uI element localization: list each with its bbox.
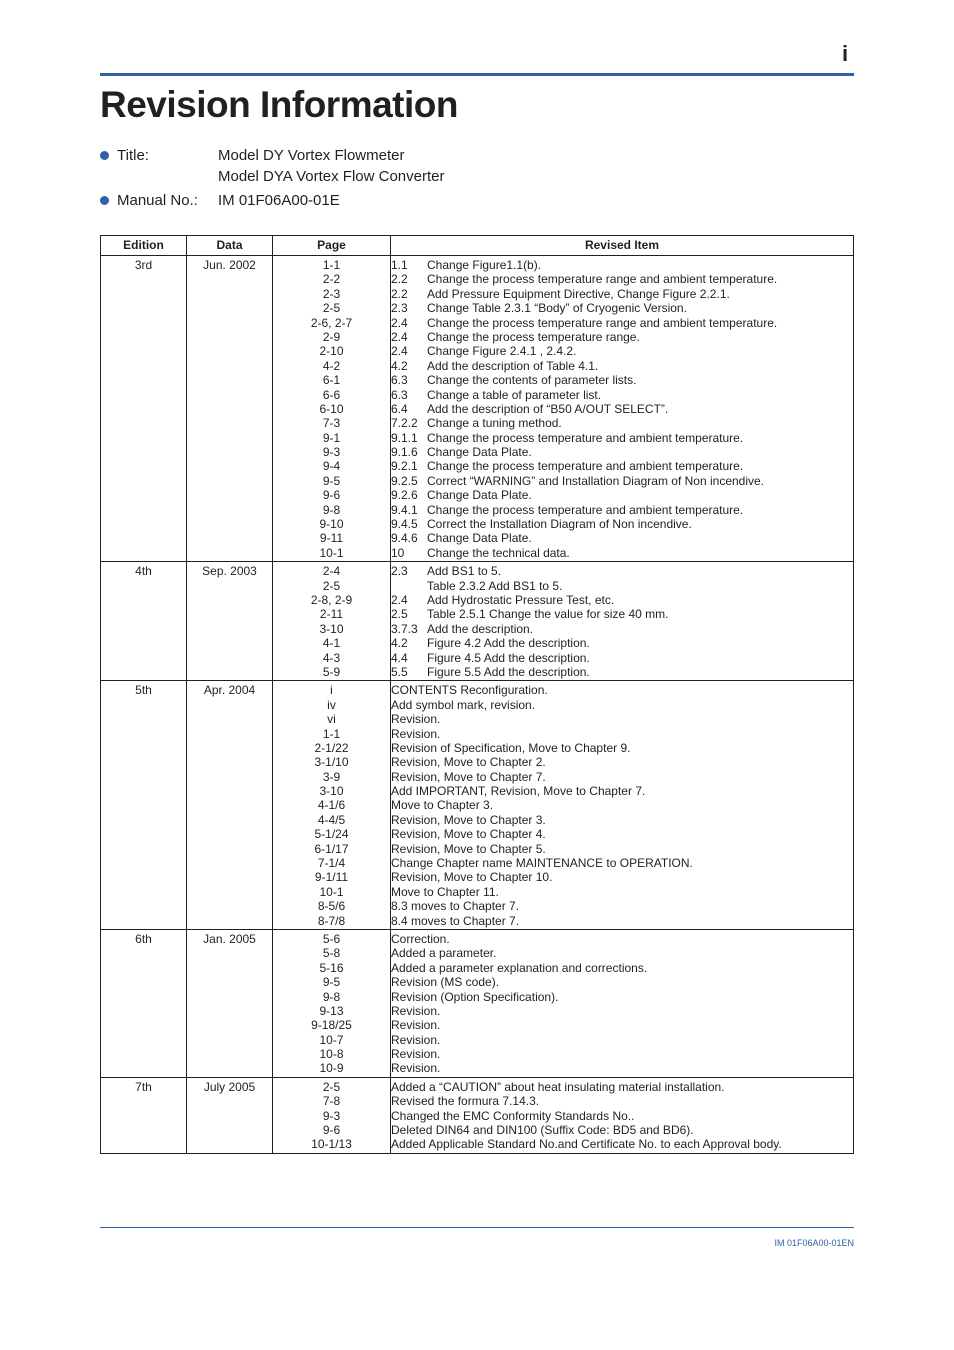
date-cell [187,1077,273,1153]
revised-item: Revision, Move to Chapter 7. [391,769,546,784]
revised-item [391,665,853,679]
page-ref: 7-3 [322,416,341,431]
revised-item: Correction. [391,931,450,946]
date-value: Jan. 2005 [203,931,256,946]
page-ref: 2-8, 2-9 [310,592,353,607]
table-row [101,562,854,681]
revision-text: Change Data Plate. [427,445,532,460]
section-number: 6.4 [391,401,408,416]
page-ref: 10-8 [319,1047,344,1062]
date-cell [187,681,273,930]
section-number: 2.3 [391,564,408,579]
revised-item: Changed the EMC Conformity Standards No.. [391,1108,635,1123]
revised-item: Revision of Specification, Move to Chapter 9. [391,740,631,755]
revision-text: Change Figure1.1(b). [427,258,542,272]
revised-item [391,431,853,445]
section-number: 4.4 [391,650,408,665]
revised-item [391,373,853,387]
revision-text: Change the process temperature range and ambient temperature. [427,315,778,330]
edition-cell [101,562,187,681]
revision-text: Correct “WARNING” and Installation Diagram of Non incendive. [427,473,765,488]
revision-text: Change a tuning method. [427,416,562,431]
revised-item [391,344,853,358]
section-number: 9.4.1 [391,502,418,517]
revised-item [391,622,853,636]
revision-text: Add the description. [427,621,534,636]
revision-text: Change a table of parameter list. [427,387,602,402]
revised-item [391,517,853,531]
revised-item [391,531,853,545]
section-number: 2.3 [391,301,408,316]
revision-text: Add Pressure Equipment Directive, Change Figure 2.2.1. [427,286,730,301]
page-ref: vi [327,712,336,727]
page-ref: 2-10 [319,344,344,359]
revised-item [391,359,853,373]
revision-text: Figure 4.2 Add the description. [427,636,590,651]
page-ref: 6-1 [322,373,341,388]
revised-item-cell [391,681,854,930]
title-value-line2: Model DYA Vortex Flow Converter [218,168,445,185]
revised-item [391,416,853,430]
revision-text: Change the technical data. [427,545,570,560]
table-row [101,1077,854,1153]
date-value: Apr. 2004 [203,683,256,698]
header-rule [100,73,854,76]
revised-item [391,564,853,578]
revised-item [391,474,853,488]
bullet-icon [100,196,109,205]
page-ref: 9-3 [322,1108,341,1123]
revised-item: Move to Chapter 3. [391,798,494,813]
edition-value: 5th [135,683,152,698]
revision-text: Table 2.3.2 Add BS1 to 5. [427,578,563,593]
page-ref: 10-7 [319,1032,344,1047]
page-ref: 9-1 [322,430,341,445]
revised-item: Added a parameter. [391,946,497,961]
section-number: 9.1.1 [391,430,418,445]
manual-label: Manual No.: [117,192,198,209]
revised-item [391,388,853,402]
section-number: 9.2.1 [391,459,418,474]
page-ref: 7-1/4 [317,856,346,871]
revised-item [391,445,853,459]
section-number: 1.1 [391,258,408,272]
page-ref: 3-10 [319,621,344,636]
section-number: 2.4 [391,329,408,344]
table-header-row [101,236,854,256]
revised-item [391,330,853,344]
section-number: 6.3 [391,373,408,388]
revised-item [391,402,853,416]
page-ref: 5-1/24 [314,827,349,842]
revised-item-cell [391,256,854,562]
header-data: Data [187,236,273,256]
section-number: 9.2.6 [391,488,418,503]
edition-value: 7th [135,1079,152,1094]
page-ref: 2-11 [319,607,344,622]
page-ref: 9-5 [322,975,341,990]
edition-value: 4th [135,564,152,579]
page-ref: 6-1/17 [314,841,349,856]
footer-rule [100,1227,854,1228]
revision-text: Change the process temperature and ambient temperature. [427,430,744,445]
edition-cell [101,929,187,1077]
page-ref: 5-6 [322,931,341,946]
revised-item [391,593,853,607]
manual-row [100,190,444,211]
revised-item: Revision. [391,1003,441,1018]
date-value: Sep. 2003 [202,564,257,579]
revised-item: Add IMPORTANT, Revision, Move to Chapter 7. [391,784,646,799]
section-number: 3.7.3 [391,621,418,636]
revised-item [391,579,853,593]
page-ref: 10-1 [319,545,344,560]
page-ref: 8-7/8 [317,913,346,928]
section-number: 7.2.2 [391,416,418,431]
page-ref: 6-10 [319,401,344,416]
header-page: Page [273,236,391,256]
revised-item [391,503,853,517]
section-number: 2.4 [391,315,408,330]
revision-table [100,235,854,1154]
revision-text: Add the description of “B50 A/OUT SELECT”. [427,401,669,416]
revised-item-cell [391,562,854,681]
revision-text: Change the process temperature range. [427,329,640,344]
revised-item: Deleted DIN64 and DIN100 (Suffix Code: BD5 and BD6). [391,1123,694,1138]
page-cell [273,681,391,930]
title-value-line1: Model DY Vortex Flowmeter [218,147,405,164]
page-ref: 6-6 [322,387,341,402]
edition-cell [101,256,187,562]
section-number: 9.4.5 [391,517,418,532]
page-cell [273,256,391,562]
page-ref: 4-3 [322,650,341,665]
table-row [101,929,854,1077]
revised-item [391,272,853,286]
page-ref: iv [327,697,336,712]
revised-item [391,316,853,330]
revised-item [391,546,853,560]
revised-item: 8.4 moves to Chapter 7. [391,913,520,928]
revised-item: Move to Chapter 11. [391,884,499,899]
section-number: 4.2 [391,636,408,651]
revision-text: Table 2.5.1 Change the value for size 40 mm. [427,607,669,622]
page-ref: 9-6 [322,488,341,503]
page-ref: 2-4 [322,564,341,579]
date-cell [187,562,273,681]
page-ref: 5-9 [322,664,341,679]
document-info [100,145,444,211]
page-ref: 5-8 [322,946,341,961]
revision-text: Change Figure 2.4.1 , 2.4.2. [427,344,577,359]
revision-text: Change the contents of parameter lists. [427,373,637,388]
revision-text: Add Hydrostatic Pressure Test, etc. [427,592,615,607]
revised-item [391,636,853,650]
page-ref: 9-8 [322,989,341,1004]
page-ref: 1-1 [322,258,341,272]
revision-text: Change Data Plate. [427,531,532,546]
revised-item [391,607,853,621]
table-row [101,256,854,562]
date-cell [187,256,273,562]
page-ref: 2-5 [322,301,341,316]
revision-text: Figure 4.5 Add the description. [427,650,590,665]
section-number: 9.2.5 [391,473,418,488]
page-ref: 3-1/10 [314,755,349,770]
page-ref: 9-13 [319,1003,344,1018]
page-ref: 5-16 [319,960,344,975]
section-number: 2.5 [391,607,408,622]
revised-item: Revision. [391,1047,441,1062]
page-ref: 2-2 [322,272,341,287]
revision-text: Add BS1 to 5. [427,564,502,579]
page-cell [273,562,391,681]
section-number: 6.3 [391,387,408,402]
revised-item: Revision (Option Specification). [391,989,559,1004]
section-number: 2.2 [391,286,408,301]
page-ref: 1-1 [322,726,341,741]
revised-item: Revision, Move to Chapter 5. [391,841,546,856]
page-ref: 9-1/11 [314,870,349,885]
page-ref: 9-8 [322,502,341,517]
page-title: Revision Information [100,84,458,125]
revised-item: Revision, Move to Chapter 4. [391,827,546,842]
revised-item: Revision. [391,1018,441,1033]
revised-item [391,488,853,502]
revised-item-cell [391,1077,854,1153]
bullet-icon [100,151,109,160]
revised-item: Revision, Move to Chapter 3. [391,812,546,827]
revision-text: Figure 5.5 Add the description. [427,664,590,679]
manual-value: IM 01F06A00-01E [218,192,340,209]
page-ref: 3-9 [322,769,341,784]
title-label: Title: [117,147,149,164]
revised-item: Change Chapter name MAINTENANCE to OPERATION. [391,856,693,871]
revised-item [391,459,853,473]
table-row [101,681,854,930]
revised-item: Added a parameter explanation and corrections. [391,960,648,975]
section-number: 5.5 [391,664,408,679]
page-ref: 2-5 [322,1079,341,1094]
page-ref: 9-11 [319,531,344,546]
revised-item: Revision. [391,726,441,741]
page-ref: 2-5 [322,578,341,593]
page-ref: 2-6, 2-7 [310,315,353,330]
page-ref: 8-5/6 [317,899,346,914]
page-ref: 4-4/5 [317,812,346,827]
page-ref: 2-9 [322,329,341,344]
page-ref: 4-2 [322,358,341,373]
page-ref: 4-1/6 [317,798,346,813]
page-ref: 4-1 [322,636,341,651]
revision-text: Change Data Plate. [427,488,532,503]
header-edition: Edition [101,236,187,256]
page-cell [273,929,391,1077]
page-ref: 7-8 [322,1094,341,1109]
section-number: 2.2 [391,272,408,287]
page-ref: 9-4 [322,459,341,474]
section-number: 2.4 [391,344,408,359]
revised-item: Revision (MS code). [391,975,500,990]
footer-manual-number: IM 01F06A00-01EN [774,1238,854,1248]
table-body [101,256,854,1154]
page-cell [273,1077,391,1153]
revised-item [391,651,853,665]
revision-text: Correct the Installation Diagram of Non incendive. [427,517,692,532]
edition-cell [101,681,187,930]
page-ref: 10-1 [319,884,344,899]
revised-item-cell [391,929,854,1077]
revision-text: Change the process temperature range and ambient temperature. [427,272,778,287]
page-ref: 10-9 [319,1061,344,1076]
page-ref: 9-5 [322,473,341,488]
edition-value: 3rd [134,258,153,272]
section-number: 4.2 [391,358,408,373]
page-ref: 2-3 [322,286,341,301]
revision-text: Change the process temperature and ambient temperature. [427,502,744,517]
revised-item: Revised the formura 7.14.3. [391,1094,540,1109]
page-ref: i [330,683,333,698]
page-ref: 9-10 [319,517,344,532]
page-number: i [842,41,849,66]
edition-cell [101,1077,187,1153]
revised-item: CONTENTS Reconfiguration. [391,683,548,698]
revised-item: Add symbol mark, revision. [391,697,536,712]
section-number: 9.4.6 [391,531,418,546]
title-row [100,145,444,166]
revised-item: 8.3 moves to Chapter 7. [391,899,520,914]
page-ref: 9-6 [322,1123,341,1138]
page-ref: 9-18/25 [311,1018,352,1033]
revised-item: Revision, Move to Chapter 10. [391,870,553,885]
revised-item: Added Applicable Standard No.and Certificate No. to each Approval body. [391,1137,782,1152]
date-value: July 2005 [203,1079,256,1094]
section-number: 9.1.6 [391,445,418,460]
title-row-continued [100,166,444,187]
revision-text: Add the description of Table 4.1. [427,358,599,373]
page-ref: 10-1/13 [311,1137,352,1152]
revised-item [391,301,853,315]
revision-text: Change Table 2.3.1 “Body” of Cryogenic Version. [427,301,687,316]
revised-item [391,287,853,301]
revised-item: Revision. [391,1032,441,1047]
edition-value: 6th [135,931,152,946]
page-ref: 9-3 [322,445,341,460]
date-value: Jun. 2002 [203,258,256,272]
date-cell [187,929,273,1077]
page-ref: 2-1/22 [314,740,349,755]
revised-item: Added a “CAUTION” about heat insulating material installation. [391,1079,725,1094]
revised-item: Revision, Move to Chapter 2. [391,755,546,770]
revised-item [391,258,853,272]
section-number: 2.4 [391,592,408,607]
header-revised-item: Revised Item [391,236,854,256]
revised-item: Revision. [391,712,441,727]
revised-item: Revision. [391,1061,441,1076]
revision-text: Change the process temperature and ambient temperature. [427,459,744,474]
page-ref: 3-10 [319,784,344,799]
section-number: 10 [391,545,405,560]
